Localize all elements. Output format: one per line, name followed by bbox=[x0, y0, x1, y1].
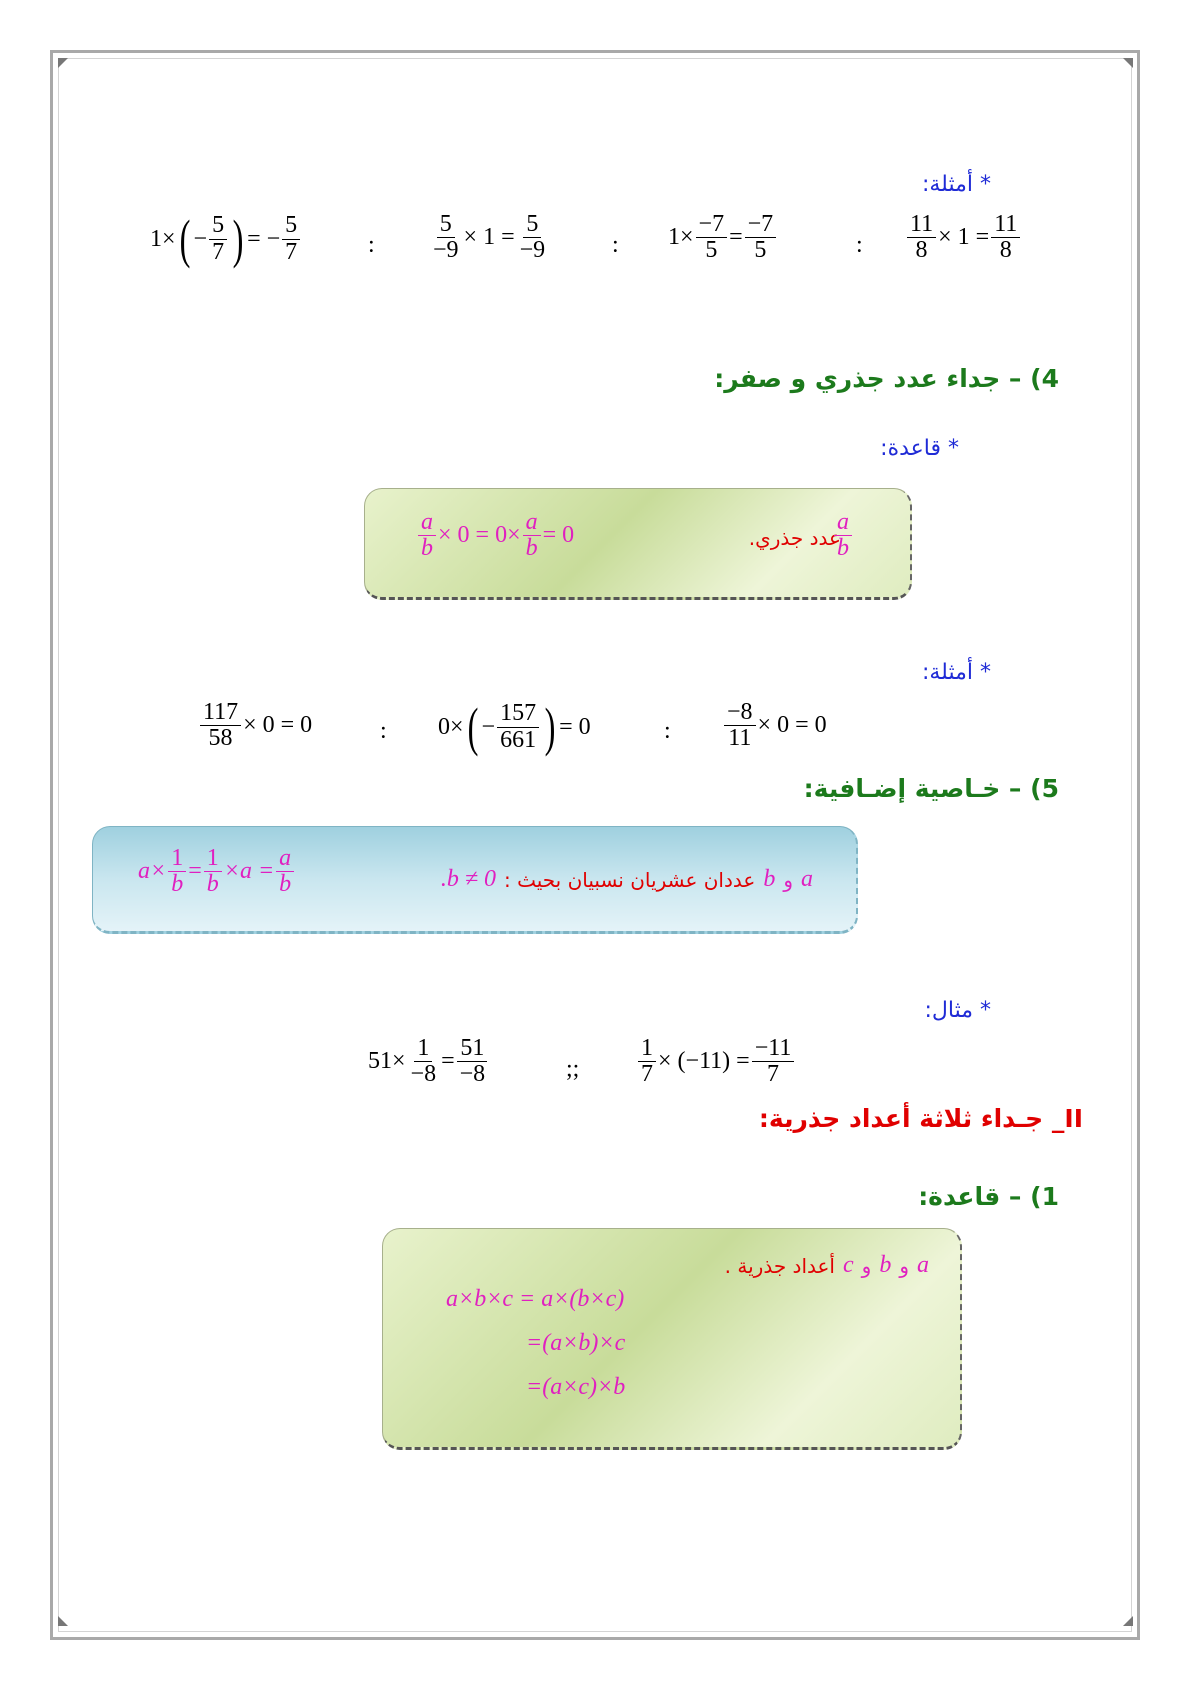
rule-three-text: a و b و c أعداد جذرية . bbox=[724, 1252, 929, 1278]
example-five-neg-ninths: $\frac{5}{-9}$ × 1 = $\frac{5}{-9}$ bbox=[433, 211, 546, 264]
separator: : bbox=[664, 718, 671, 744]
subsection-1-heading bbox=[918, 1182, 1059, 1211]
example-neg8-11: $\frac{-8}{11}$ × 0 = 0 bbox=[722, 700, 827, 751]
examples-label: * أمثلة: bbox=[921, 172, 991, 197]
rule-three-line-1: a×b×c = a×(b×c) bbox=[446, 1286, 625, 1312]
corner-ornament bbox=[58, 1616, 68, 1626]
rule-inverse-text: a و b عددان عشريان نسبيان بحيث : .b ≠ 0 bbox=[440, 866, 813, 892]
corner-ornament bbox=[58, 58, 68, 68]
section-number: 5) bbox=[1030, 774, 1059, 803]
rule-inverse-formula: a× $\frac{1}{b}$ = $\frac{1}{b}$ ×a = $\frac{a}{b}$ bbox=[138, 846, 296, 897]
section-title: – جداء عدد جذري و صفر: bbox=[714, 364, 1022, 393]
example-label: * مثال: bbox=[924, 998, 991, 1023]
example-157-661: 0× ( − $\frac{157}{661}$ ) = 0 bbox=[438, 697, 591, 757]
examples-label: * أمثلة: bbox=[921, 660, 991, 685]
example-117-58: $\frac{117}{58}$ × 0 = 0 bbox=[198, 700, 312, 751]
separator: : bbox=[380, 718, 387, 744]
separator: : bbox=[368, 232, 375, 258]
example-neg-five-sevenths: 1× ( − $\frac{5}{7}$ ) = − $\frac{5}{7}$ bbox=[150, 212, 302, 266]
example-eleven-eighths: $\frac{11}{8}$ × 1 = $\frac{11}{8}$ bbox=[905, 212, 1022, 263]
rule-zero-text: عدد جذري. bbox=[748, 526, 841, 550]
section-title: – خـاصية إضـافية: bbox=[803, 774, 1022, 803]
rule-three-line-2: =(a×b)×c bbox=[526, 1330, 626, 1356]
example-neg-seven-fifths: 1× $\frac{-7}{5}$ = $\frac{-7}{5}$ bbox=[668, 212, 778, 263]
section-5-heading bbox=[804, 774, 1059, 803]
rule-zero-formula: $\frac{a}{b}$ × 0 = 0× $\frac{a}{b}$ = 0 bbox=[416, 510, 574, 561]
rule-label: * قاعدة: bbox=[880, 436, 959, 461]
section-4-heading bbox=[714, 364, 1059, 393]
section-title: – قاعدة: bbox=[918, 1182, 1022, 1211]
corner-ornament bbox=[1123, 1616, 1133, 1626]
section-number: 1) bbox=[1030, 1182, 1059, 1211]
corner-ornament bbox=[1123, 58, 1133, 68]
section-II-heading: II_ جـداء ثلاثة أعداد جذرية: bbox=[758, 1104, 1083, 1133]
rule-zero-fraction: $\frac{a}{b}$ bbox=[832, 510, 854, 561]
separator: : bbox=[612, 232, 619, 258]
section-number: 4) bbox=[1030, 364, 1059, 393]
separator: ;; bbox=[566, 1056, 580, 1082]
separator: : bbox=[856, 232, 863, 258]
rule-three-line-3: =(a×c)×b bbox=[526, 1374, 626, 1400]
example-51-neg8: 51× $\frac{1}{-8}$ = $\frac{51}{-8}$ bbox=[368, 1036, 490, 1087]
example-one-seventh: $\frac{1}{7}$ × (−11) = $\frac{-11}{7}$ bbox=[636, 1036, 796, 1087]
